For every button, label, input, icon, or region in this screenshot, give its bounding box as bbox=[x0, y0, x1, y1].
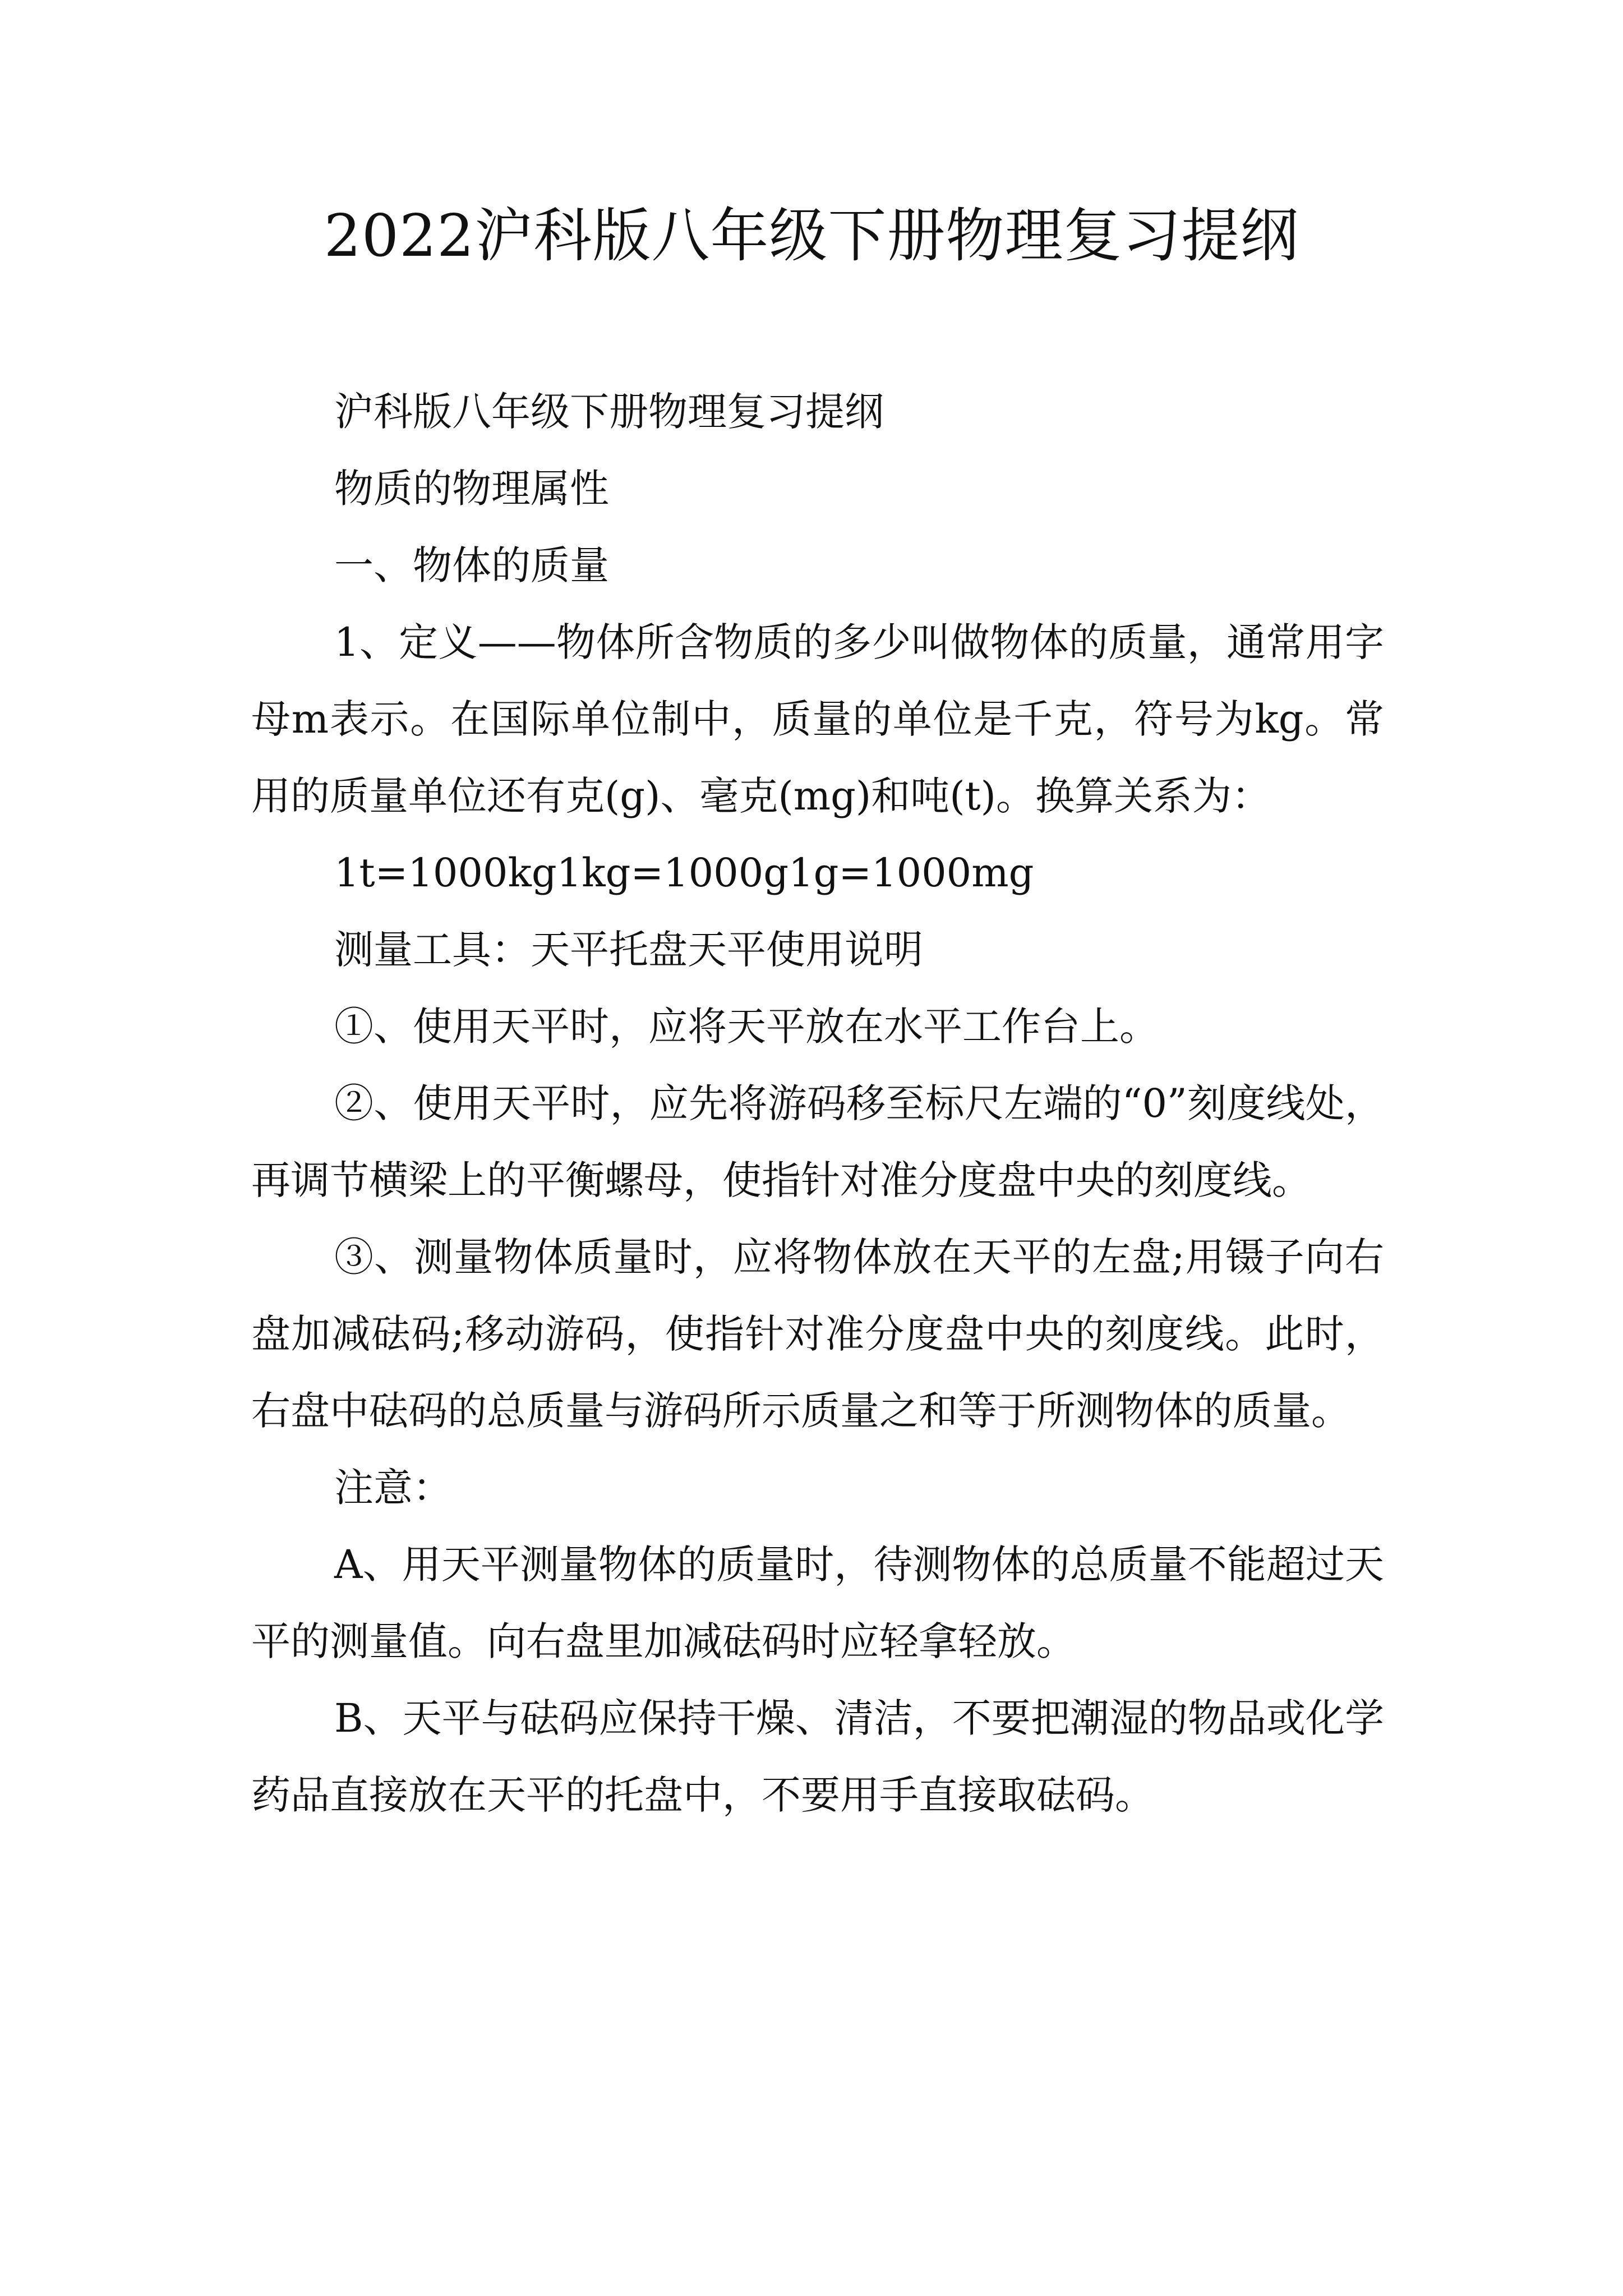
paragraph-section-heading: 物质的物理属性 bbox=[334, 466, 609, 512]
paragraph-notes-heading: 注意： bbox=[334, 1465, 452, 1511]
paragraph-unit-conversion: 1t=1000kg1kg=1000g1g=1000mg bbox=[334, 850, 1034, 896]
paragraph-step-1: ①、使用天平时，应将天平放在水平工作台上。 bbox=[334, 1004, 1159, 1050]
document-title: 2022沪科版八年级下册物理复习提纲 bbox=[324, 201, 1299, 270]
paragraph-note-b: B、天平与砝码应保持干燥、清洁，不要把潮湿的物品或化学药品直接放在天平的托盘中，不要用手直接取砝码。 bbox=[251, 1695, 1384, 1818]
paragraph-definition: 1、定义——物体所含物质的多少叫做物体的质量，通常用字母m表示。在国际单位制中，质量的单位是千克，符号为kg。常用的质量单位还有克(g)、毫克(mg)和吨(t)。换算关系为： bbox=[251, 619, 1384, 819]
paragraph-step-3: ③、测量物体质量时，应将物体放在天平的左盘;用镊子向右盘加减砝码;移动游码，使指针对准分度盘中央的刻度线。此时，右盘中砝码的总质量与游码所示质量之和等于所测物体的质量。 bbox=[251, 1234, 1384, 1434]
document-body bbox=[251, 374, 1384, 1834]
paragraph-measuring-tool: 测量工具：天平托盘天平使用说明 bbox=[334, 927, 923, 973]
paragraph-note-a: A、用天平测量物体的质量时，待测物体的总质量不能超过天平的测量值。向右盘里加减砝码时应轻拿轻放。 bbox=[251, 1542, 1384, 1664]
paragraph-subtitle: 沪科版八年级下册物理复习提纲 bbox=[334, 389, 884, 435]
paragraph-step-2: ②、使用天平时，应先将游码移至标尺左端的“0”刻度线处，再调节横梁上的平衡螺母，使指针对准分度盘中央的刻度线。 bbox=[251, 1080, 1384, 1203]
paragraph-subsection-heading: 一、物体的质量 bbox=[334, 542, 609, 588]
